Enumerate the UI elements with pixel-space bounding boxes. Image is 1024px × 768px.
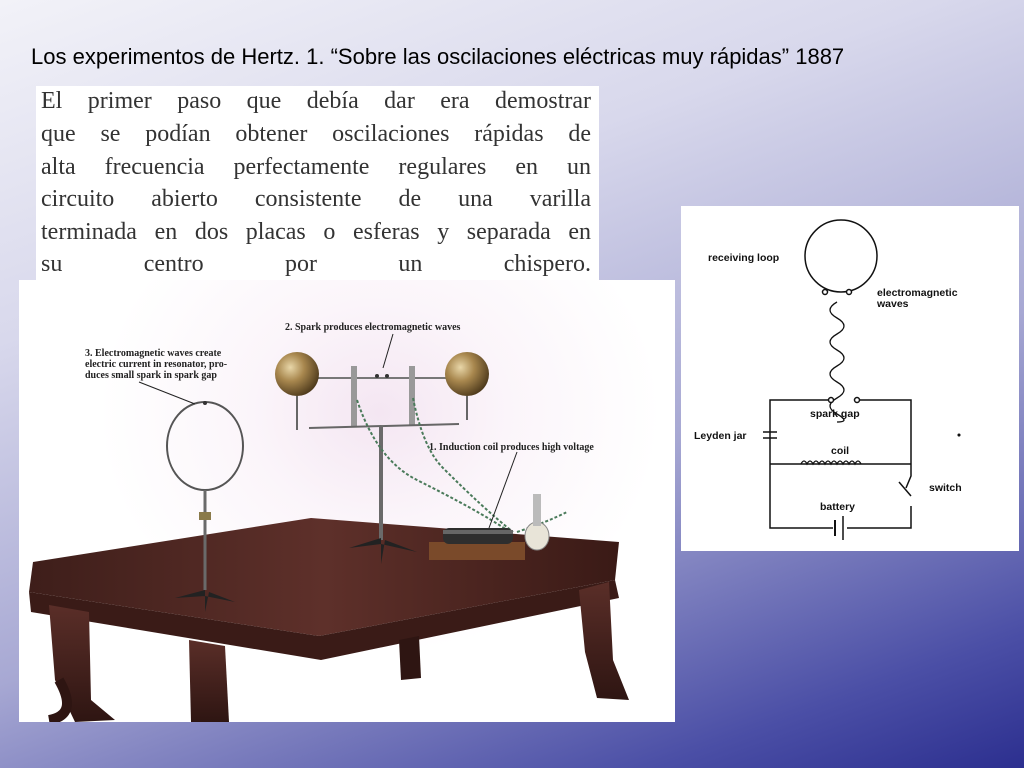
receiving-loop-circle <box>805 220 877 292</box>
label-spark-gap: spark gap <box>810 408 860 420</box>
label-em-line-2: waves <box>877 298 909 310</box>
callout-resonator-line-3: duces small spark in spark gap <box>85 370 217 381</box>
quote-line-2: que se podían obtener oscilaciones rápidas de <box>41 121 591 147</box>
slide-title: Los experimentos de Hertz. 1. “Sobre las oscilaciones eléctricas muy rápidas” 1887 <box>31 44 845 69</box>
callout-induction-coil: 1. Induction coil produces high voltage <box>429 442 594 453</box>
label-battery: battery <box>820 501 856 513</box>
hertz-apparatus-photo <box>19 280 675 722</box>
quote-line-5: terminada en dos placas o esferas y separada en <box>41 219 591 245</box>
apparatus-illustration <box>19 280 675 722</box>
callout-resonator <box>85 348 227 381</box>
label-receiving-loop: receiving loop <box>708 252 780 264</box>
quote-text-panel <box>36 86 599 282</box>
callout-spark-waves: 2. Spark produces electromagnetic waves <box>285 322 461 333</box>
switch-symbol <box>899 482 911 496</box>
label-leyden-jar: Leyden jar <box>694 430 747 442</box>
quote-line-3: alta frecuencia perfectamente regulares en un <box>41 154 591 180</box>
callout-resonator-line-2: electric current in resonator, pro- <box>85 359 228 370</box>
callout-resonator-line-1: 3. Electromagnetic waves create <box>85 348 222 359</box>
quote-line-6: su centro por un chispero. <box>41 251 591 277</box>
label-em-line-1: electromagnetic <box>877 287 958 299</box>
label-coil: coil <box>831 445 850 457</box>
quote-line-4: circuito abierto consistente de una varilla <box>41 186 591 212</box>
electromagnetic-waves-line <box>830 302 844 422</box>
label-electromagnetic-waves <box>877 288 958 310</box>
label-switch: switch <box>929 482 962 494</box>
quote-line-1: El primer paso que debía dar era demostrar <box>41 88 591 114</box>
circuit-diagram <box>681 206 1019 551</box>
